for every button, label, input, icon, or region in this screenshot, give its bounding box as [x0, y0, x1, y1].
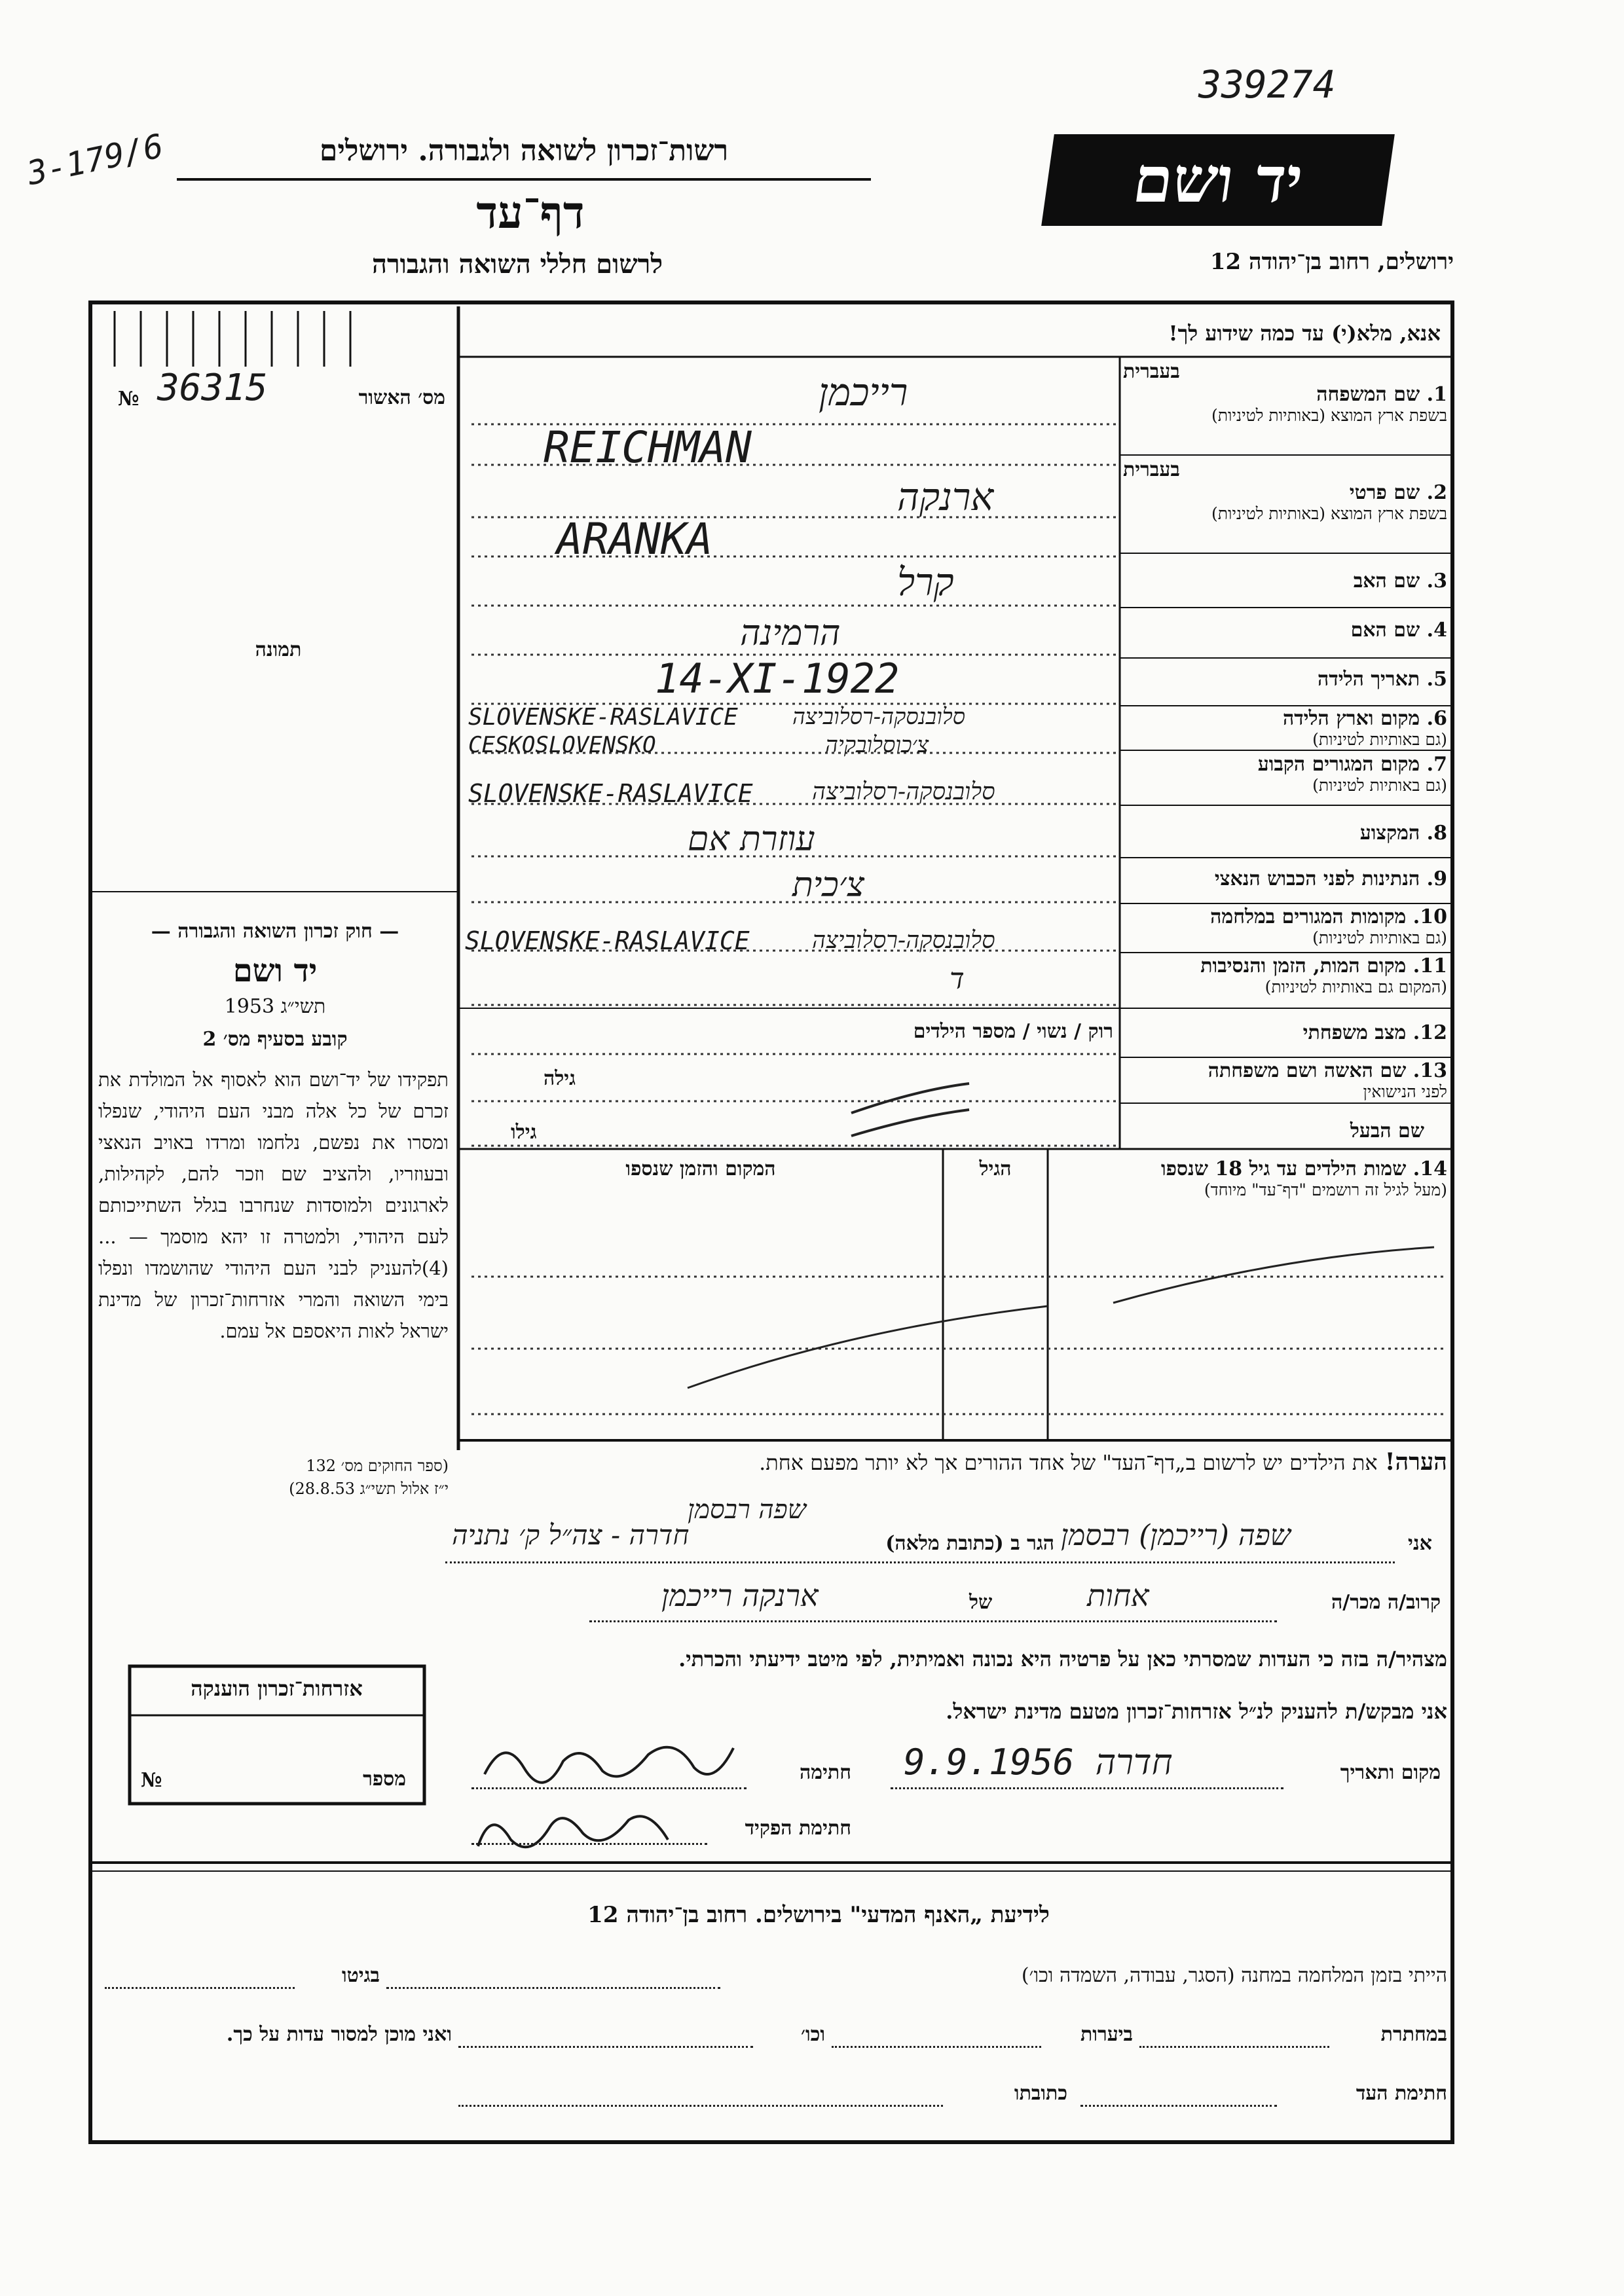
field-1-hebrew-value: רייכמן	[819, 370, 908, 414]
law-title: — חוק זכרון השואה והגבורה —	[151, 920, 399, 943]
field-6-latin-value-2: CESKOSLOVENSKO	[468, 732, 656, 758]
field-14-label: 14. שמות הילדים עד גיל 18 שנספו (מעל לגיל זה רושמים "דף־עד" מיוחד)	[1160, 1157, 1447, 1199]
husband-age-label: גילו	[511, 1121, 537, 1144]
relation-value: אחות	[1087, 1578, 1149, 1613]
field-4-value: הרמינה	[740, 612, 841, 653]
field-7-latin-value: SLOVENSKE-RASLAVICE	[468, 779, 753, 808]
note-label: הערה!	[1384, 1448, 1447, 1476]
field-2-hebrew-tag: בעברית	[1123, 458, 1180, 481]
intro-text: אנא, מלא(י) עד כמה שידוע לך!	[1168, 321, 1441, 346]
field-6-hebrew-value: סלובנסקה-רסלוביצה	[792, 704, 966, 730]
field-3-value: קרל	[897, 560, 954, 604]
photo-label: תמונה	[255, 638, 302, 661]
field-7-hebrew-value: סלובנסקה-רסלוביצה	[812, 778, 995, 805]
field-12-status-options: רוק / נשוי / מספר הילדים	[913, 1020, 1113, 1043]
approval-label: מס׳ האשור	[358, 386, 445, 409]
field-5-label: 5. תאריך הלידה	[1318, 668, 1447, 691]
footer-etc: וכו׳	[801, 2023, 825, 2046]
note-text: את הילדים יש לרשום ב„דף־העד" של אחד ההורים אך לא יותר מפעם אחת.	[759, 1450, 1378, 1475]
form-subtitle: לרשום חללי השואה והגבורה	[371, 249, 663, 280]
field-9-value: צ׳כית	[792, 866, 865, 905]
place-date-value: חדרה 9.9.1956	[904, 1741, 1173, 1783]
field-9-label: 9. הנתינות לפני הכבוש הנאצי	[1214, 867, 1447, 890]
declaration-statement: מצהיר/ה בזה כי העדות שמסרתי כאן על פרטיה היא נכונה ואמיתית, לפי מיטב ידיעתי והכרתי.	[678, 1647, 1447, 1671]
footer-underground: במחתרת	[1380, 2023, 1447, 2046]
field-1-title: שם המשפחה	[1316, 383, 1420, 406]
declarant-signature	[478, 1728, 740, 1800]
law-ref-2: י״ז אלול תשי״ג 28.8.53)	[289, 1480, 449, 1498]
field-11-value: ד	[950, 962, 965, 996]
field-4-label: 4. שם האם	[1350, 619, 1447, 642]
field-2-latin-value: ARANKA	[557, 514, 713, 564]
law-name: יד ושם	[232, 953, 318, 989]
law-year: תשי״ג 1953	[224, 995, 326, 1018]
footer-witness-signature: חתימת העד	[1356, 2082, 1447, 2105]
field-13-age-label: גילה	[544, 1067, 576, 1090]
field-1-latin-value: REICHMAN	[544, 422, 752, 473]
field-1-num: 1.	[1426, 383, 1447, 406]
relative-label: קרוב/ה מכר/ה	[1331, 1591, 1441, 1614]
law-clause: קובע בסעיף מס׳ 2	[202, 1028, 348, 1051]
footer-address: כתובתו	[1014, 2082, 1067, 2105]
footer-ghetto: בגיטו	[341, 1964, 380, 1987]
of-label: של	[969, 1591, 993, 1614]
field-2-hebrew-value: ארנקה	[897, 475, 994, 519]
field-1-sub: בשפת ארץ המוצא (באותיות לטיניות)	[1211, 406, 1447, 425]
field-2-title: שם פרטי	[1349, 481, 1420, 504]
logo-text: יד ושם	[1128, 143, 1308, 217]
official-signature-label: חתימת הפקיד	[745, 1817, 851, 1840]
field-11-label: 11. מקום המות, הזמן והנסיבות (המקום גם באותיות לטיניות)	[1200, 955, 1447, 996]
field-7-label: 7. מקום המגורים הקבוע (גם באותיות לטיניות)	[1257, 753, 1447, 795]
note-line	[465, 1448, 1447, 1476]
children-place-header: המקום והזמן שנספו	[625, 1157, 776, 1180]
footer-forests: ביערות	[1080, 2023, 1133, 2046]
footer-ready: ואני מוכן למסור עדות על כך.	[226, 2023, 452, 2046]
signature-label: חתימה	[800, 1761, 851, 1784]
field-6-hebrew-value-2: צ׳כוסלובקיה	[825, 732, 929, 758]
field-1-label	[1123, 360, 1447, 426]
approval-number: 36315	[157, 367, 268, 409]
form-title: דף־עד	[476, 187, 585, 239]
field-12-label: 12. מצב משפחתי	[1302, 1021, 1447, 1044]
declaration-i-label: אני	[1408, 1532, 1432, 1555]
field-10-label: 10. מקומות המגורים במלחמה (גם באותיות לטיניות)	[1210, 905, 1447, 947]
corner-note: 3-179/6	[24, 126, 167, 193]
field-2-label	[1123, 458, 1447, 524]
law-ref-1: (ספר החוקים מס׳ 132	[306, 1457, 449, 1475]
official-signature	[471, 1794, 707, 1866]
field-1-hebrew-tag: בעברית	[1123, 360, 1180, 383]
field-5-value: 14-XI-1922	[655, 655, 900, 702]
institution-address: ירושלים, רחוב בן־יהודה 12	[1209, 249, 1454, 275]
footer-title: לידיעת „האנף המדעי" בירושלים. רחוב בן־יהודה 12	[587, 1902, 1050, 1928]
law-body: תפקידו של יד־ושם הוא לאסוף אל המולדת את זכרם של כל אלה מבני העם היהודי, שנפלו ומסרו את נפשם, נלחמו ומרדו באויב הנאצי ובעוזריו, ולהציב שם וזכר להם, לקהילות, לארגונים ולמוסדות שנחרבו בגלל השתייכותם לעם היהודי, ולמטרה זו יהא מוסמך — ...(4)להעניק לבני העם היהודי שהושמדו ונפלו בימי השואה והמרי אזרחות־זכרון של מדינת ישראל לאות היאספם אל עמם.	[98, 1068, 449, 1342]
place-date-label: מקום ותאריך	[1340, 1761, 1441, 1784]
citizenship-box-title: אזרחות־זכרון הוענקה	[191, 1676, 363, 1701]
declarant-name: שפה (רייכמן) רבסמן	[1061, 1519, 1291, 1552]
field-3-label: 3. שם האב	[1353, 570, 1447, 592]
field-6-latin-value: SLOVENSKE-RASLAVICE	[468, 704, 738, 731]
declarant-above: שפה רבסמן	[688, 1495, 807, 1525]
citizenship-box-number-label: מספר	[363, 1768, 406, 1791]
declarant-address: חדרה - צה״ל ק׳ נתניה	[452, 1519, 690, 1551]
field-6-label: 6. מקום וארץ הלידה (גם באותיות לטיניות)	[1282, 707, 1447, 749]
field-10-hebrew-value: סלובנסקה-רסלוביצה	[812, 927, 995, 954]
authority-name: רשות־זכרון לשואה ולגבורה. ירושלים	[319, 134, 729, 168]
field-8-value: עוזרת אם	[688, 820, 815, 859]
citizenship-box-no-sign: №	[141, 1769, 162, 1792]
field-husband-label: שם הבעל	[1350, 1120, 1424, 1142]
declaration-request: אני מבקש/ת להעניק לנ״ל אזרחות־זכרון מטעם מדינת ישראל.	[946, 1699, 1447, 1724]
relative-name: ארנקה רייכמן	[661, 1578, 819, 1613]
field-10-latin-value: SLOVENSKE-RASLAVICE	[465, 926, 750, 955]
footer-camp-line: הייתי בזמן המלחמה במחנה (הסגר, עבודה, השמדה וכו׳)	[1021, 1964, 1447, 1987]
field-13-label: 13. שם האשה ושם משפחתה לפני הנישואין	[1208, 1059, 1447, 1101]
approval-no-sign: №	[118, 388, 139, 410]
field-2-num: 2.	[1426, 481, 1447, 504]
children-age-header: הגיל	[979, 1157, 1012, 1180]
archive-number: 339274	[1198, 62, 1336, 107]
lives-label: הגר ב (כתובת מלאה)	[885, 1532, 1054, 1555]
field-2-sub: בשפת ארץ המוצא (באותיות לטיניות)	[1211, 504, 1447, 523]
field-8-label: 8. המקצוע	[1359, 822, 1447, 845]
